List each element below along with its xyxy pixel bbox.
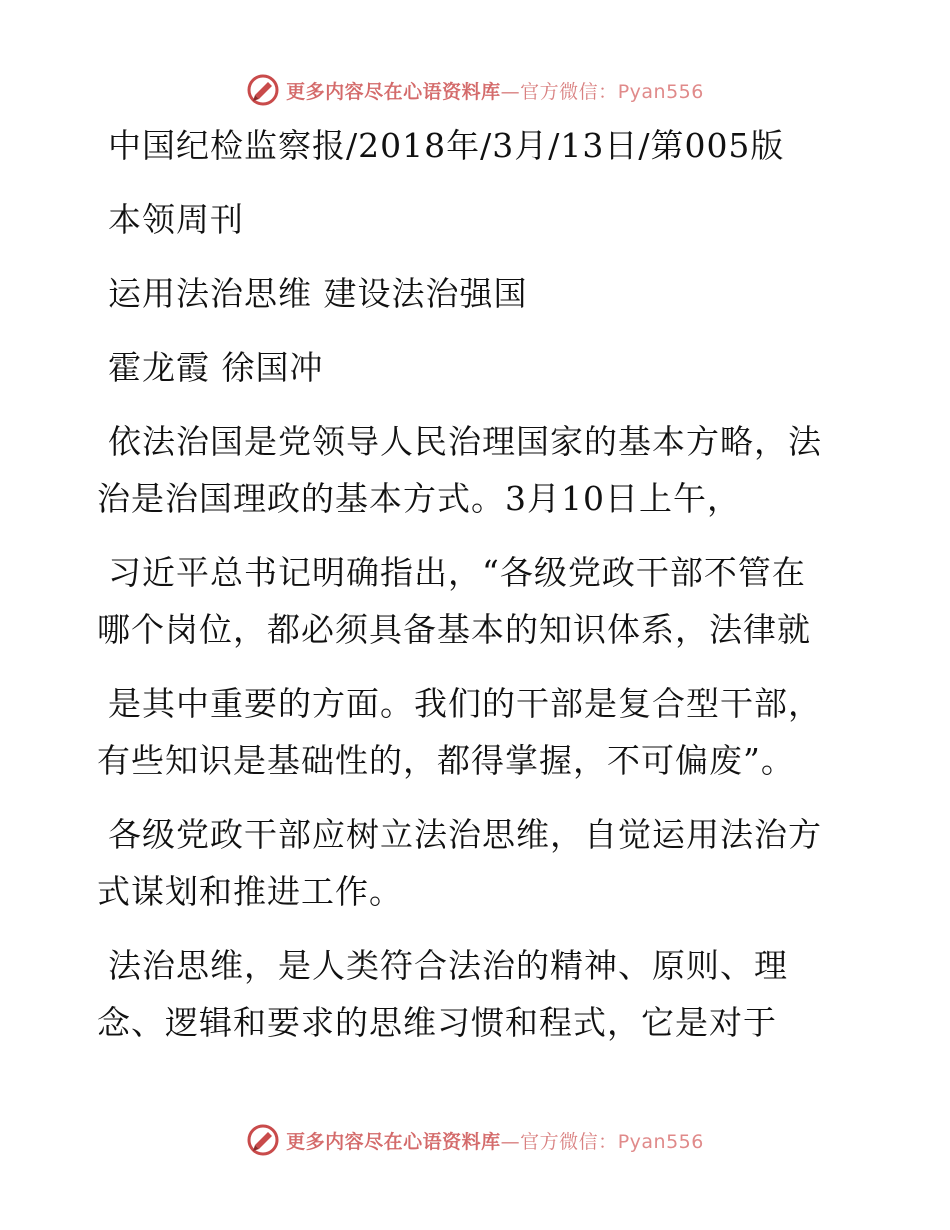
pen-logo-icon: [246, 1123, 280, 1157]
column-name: 本领周刊: [108, 200, 244, 239]
watermark-separator: —: [500, 1130, 521, 1153]
paragraph-5-line-2: 念、逻辑和要求的思维习惯和程式，它是对于: [97, 1003, 777, 1042]
paragraph-5-line-1: 法治思维，是人类符合法治的精神、原则、理: [108, 946, 788, 985]
article-title: 运用法治思维 建设法治强国: [108, 274, 528, 313]
paragraph-2-line-2: 哪个岗位，都必须具备基本的知识体系，法律就: [97, 610, 811, 649]
paragraph-1-line-1: 依法治国是党领导人民治理国家的基本方略，法: [108, 422, 822, 461]
watermark-main-text: 更多内容尽在心语资料库: [286, 1130, 501, 1153]
paragraph-3-line-2: 有些知识是基础性的，都得掌握，不可偏废”。: [97, 741, 795, 780]
watermark-sub-text: 官方微信：: [520, 1130, 618, 1153]
watermark-wechat-id: Pyan556: [617, 80, 704, 103]
paragraph-3-line-1: 是其中重要的方面。我们的干部是复合型干部，: [108, 684, 822, 723]
watermark-sub-text: 官方微信：: [520, 80, 618, 103]
watermark-main-text: 更多内容尽在心语资料库: [286, 80, 501, 103]
paragraph-1-line-2: 治是治国理政的基本方式。3月10日上午，: [97, 479, 741, 518]
watermark-wechat-id: Pyan556: [617, 1130, 704, 1153]
paragraph-4-line-1: 各级党政干部应树立法治思维，自觉运用法治方: [108, 815, 822, 854]
watermark-bottom: [0, 1120, 950, 1160]
source-line: 中国纪检监察报/2018年/3月/13日/第005版: [108, 126, 785, 165]
paragraph-4-line-2: 式谋划和推进工作。: [97, 872, 403, 911]
watermark-separator: —: [500, 80, 521, 103]
article-authors: 霍龙霞 徐国冲: [108, 348, 324, 387]
paragraph-2-line-1: 习近平总书记明确指出，“各级党政干部不管在: [108, 553, 806, 592]
